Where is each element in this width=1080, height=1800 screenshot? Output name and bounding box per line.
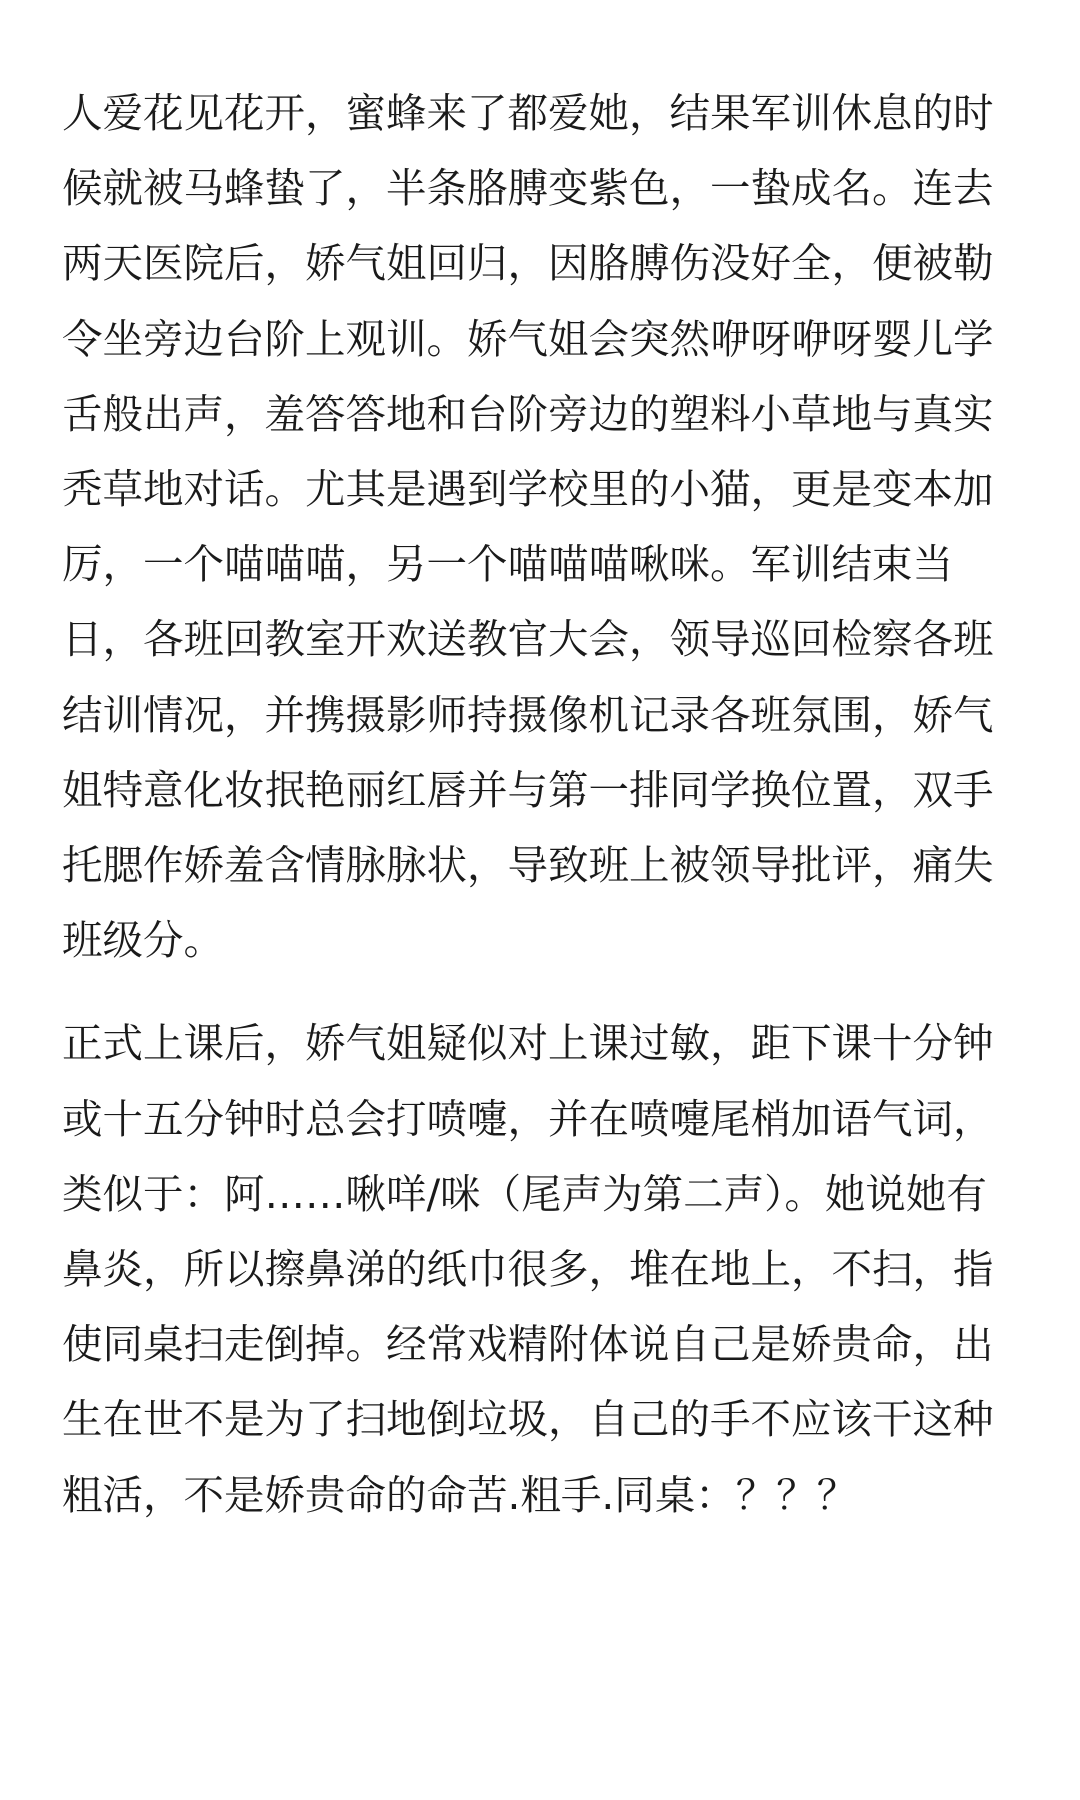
paragraph-1: 人爱花见花开，蜜蜂来了都爱她，结果军训休息的时候就被马蜂蛰了，半条胳膊变紫色，一蛰成名。连去两天医院后，娇气姐回归，因胳膊伤没好全，便被勒令坐旁边台阶上观训。娇气姐会突然咿呀咿呀婴儿学舌般出声，羞答答地和台阶旁边的塑料小草地与真实秃草地对话。尤其是遇到学校里的小猫，更是变本加厉，一个喵喵喵，另一个喵喵喵啾咪。军训结束当日，各班回教室开欢送教官大会，领导巡回检察各班结训情况，并携摄影师持摄像机记录各班氛围，娇气姐特意化妆抿艳丽红唇并与第一排同学换位置，双手托腮作娇羞含情脉脉状，导致班上被领导批评，痛失班级分。 (62, 89, 994, 965)
paragraph-2: 正式上课后，娇气姐疑似对上课过敏，距下课十分钟或十五分钟时总会打喷嚏，并在喷嚏尾梢加语气词，类似于：阿……啾咩/咪（尾声为第二声）。她说她有鼻炎，所以擦鼻涕的纸巾很多，堆在地上，不扫，指使同桌扫走倒掉。经常戏精附体说自己是娇贵命，出生在世不是为了扫地倒垃圾，自己的手不应该干这种粗活，不是娇贵命的命苦.粗手.同桌：？？？ (62, 1019, 994, 1519)
